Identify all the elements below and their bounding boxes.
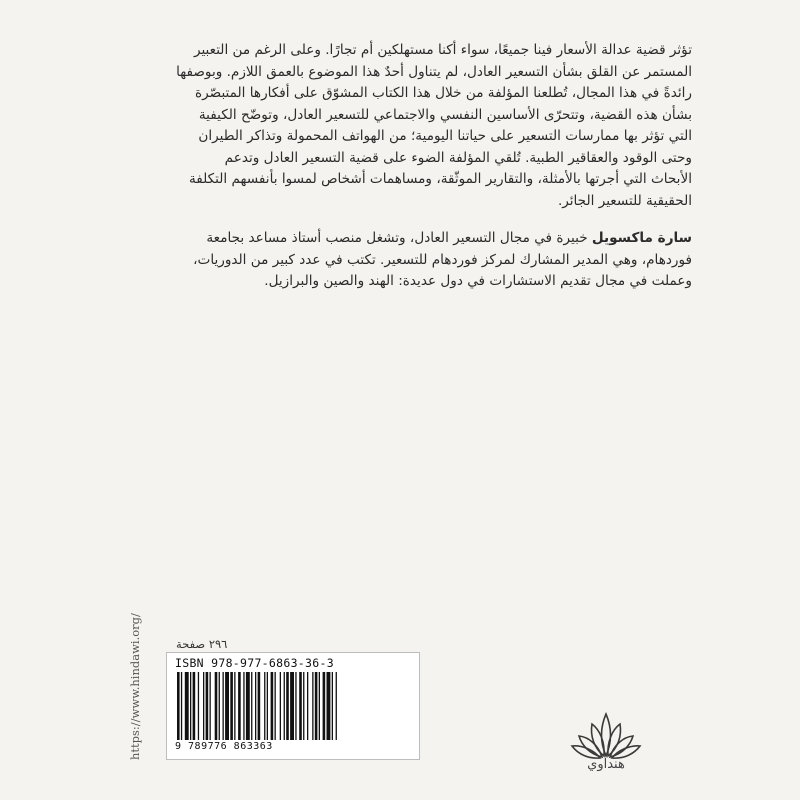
barcode-bar bbox=[185, 672, 189, 740]
barcode-bar bbox=[286, 672, 289, 740]
barcode-bar bbox=[193, 672, 196, 740]
barcode-bar bbox=[251, 672, 252, 740]
description-line: رائدةً في هذا المجال، تُطلعنا المؤلفة من خلال هذا الكتاب المشوّق على أفكارها المتبصّرة bbox=[195, 85, 692, 101]
barcode-bar bbox=[327, 672, 331, 740]
barcode-bar bbox=[271, 672, 274, 740]
author-bio-line: وعملت في مجال تقديم الاستشارات في دول عديدة: الهند والصين والبرازيل. bbox=[264, 273, 692, 289]
author-bio bbox=[112, 228, 692, 293]
barcode-bar bbox=[203, 672, 204, 740]
barcode-bar bbox=[315, 672, 318, 740]
author-bio-line bbox=[112, 228, 692, 250]
description-line: الأبحاث التي أجرتها بالأمثلة، والتقارير الموثّقة، ومساهمات أشخاص لمسوا بأنفسهم التكلفة bbox=[188, 171, 692, 187]
page-count: ٢٩٦ صفحة bbox=[176, 637, 228, 651]
barcode-bar bbox=[284, 672, 285, 740]
barcode-bar bbox=[243, 672, 244, 740]
barcode-bar bbox=[223, 672, 224, 740]
barcode-bar bbox=[255, 672, 256, 740]
barcode-bar bbox=[210, 672, 211, 740]
barcode-bar bbox=[234, 672, 235, 740]
barcode-bar bbox=[238, 672, 241, 740]
isbn-number: ISBN 978-977-6863-36-3 bbox=[175, 656, 334, 670]
barcode-bar bbox=[295, 672, 296, 740]
description-line: وحتى الوقود والعقاقير الطبية. تُلقي المؤلفة الضوء على قضية التسعير العادل وتدعم bbox=[224, 149, 692, 166]
barcode-bar bbox=[312, 672, 313, 740]
barcode-digits: 9 789776 863363 bbox=[175, 741, 273, 752]
barcode-bar bbox=[198, 672, 199, 740]
barcode-bar bbox=[319, 672, 320, 740]
author-bio-line: فوردهام، وهي المدير المشارك لمركز فوردهام للتسعير. تكتب في عدد كبير من الدوريات، bbox=[193, 251, 692, 268]
barcode-bar bbox=[246, 672, 250, 740]
barcode-bar bbox=[230, 672, 233, 740]
author-bio-text: خبيرة في مجال التسعير العادل، وتشغل منصب أستاذ مساعد بجامعة bbox=[206, 230, 592, 246]
barcode-bar bbox=[323, 672, 326, 740]
barcode-bar bbox=[275, 672, 276, 740]
barcode-bar bbox=[215, 672, 218, 740]
barcode-bar bbox=[307, 672, 308, 740]
description-line: تؤثر قضية عدالة الأسعار فينا جميعًا، سواء أكنا مستهلكين أم تجارًا. وعلى الرغم من التعبير bbox=[193, 42, 692, 58]
barcode-bar bbox=[206, 672, 209, 740]
description-line: الحقيقية للتسعير الجائر. bbox=[557, 192, 692, 209]
barcode-bar bbox=[190, 672, 191, 740]
barcode-bar bbox=[332, 672, 333, 740]
barcode-bar bbox=[181, 672, 182, 740]
barcode-bar bbox=[264, 672, 265, 740]
barcode-bar bbox=[303, 672, 304, 740]
description-line: بشأن هذه القضية، وتتحرّى الأساسين النفسي والاجتماعي للتسعير العادل، وتوضّح الكيفية bbox=[198, 106, 692, 123]
description-line: التي تؤثر بها ممارسات التسعير على حياتنا اليومية؛ من الهواتف المحمولة وتذاكر الطيران bbox=[198, 128, 692, 144]
description-line: المستمر عن القلق بشأن التسعير العادل، لم يتناول أحدٌ هذا الموضوع بالعمق اللازم. وبوصفها bbox=[176, 63, 692, 80]
barcode-icon bbox=[177, 672, 409, 740]
barcode-bar bbox=[336, 672, 337, 740]
barcode-bar bbox=[225, 672, 229, 740]
author-name: سارة ماكسويل bbox=[591, 230, 692, 246]
publisher-name: هنداوي bbox=[587, 757, 625, 772]
barcode-panel bbox=[166, 652, 420, 760]
barcode-bar bbox=[177, 672, 180, 740]
barcode-bar bbox=[267, 672, 268, 740]
barcode-bar bbox=[219, 672, 220, 740]
barcode-bar bbox=[258, 672, 261, 740]
barcode-bar bbox=[280, 672, 281, 740]
barcode-bar bbox=[299, 672, 302, 740]
book-description bbox=[112, 40, 692, 212]
publisher-url[interactable]: https://www.hindawi.org/ bbox=[128, 613, 142, 760]
barcode-bar bbox=[290, 672, 294, 740]
